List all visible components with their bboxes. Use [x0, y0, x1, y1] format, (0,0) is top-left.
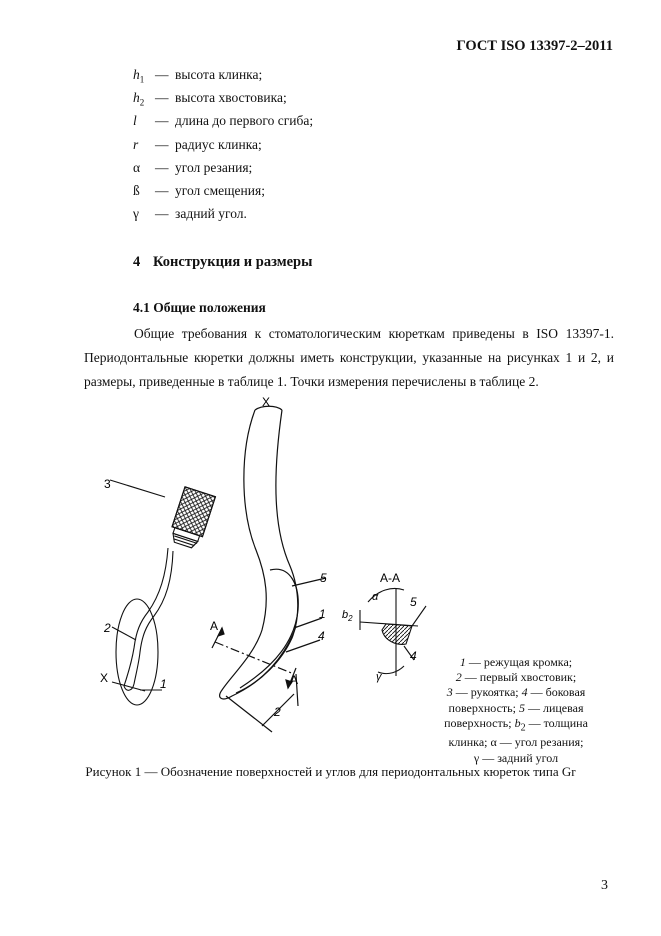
label-x-left: X [100, 671, 109, 685]
section-title: Конструкция и размеры [153, 254, 313, 270]
leader-5-sec [412, 606, 426, 626]
symbol: l [133, 113, 137, 128]
label-alpha: α [372, 591, 379, 603]
label-a-upper: A [210, 619, 219, 633]
symbol-row [133, 160, 252, 178]
symbol-description: угол резания; [175, 160, 253, 175]
symbol-description: длина до первого сгиба; [175, 113, 314, 128]
label-4-main: 4 [318, 629, 325, 643]
symbol-row [133, 90, 287, 108]
label-5: 5 [320, 571, 327, 585]
curette-body-outline [220, 410, 298, 699]
dash: — [155, 90, 169, 105]
leader-4 [286, 640, 320, 652]
shank-line-outer [124, 548, 168, 686]
dim-ext-left [226, 696, 272, 732]
label-gamma: γ [376, 671, 382, 683]
label-1-left: 1 [160, 677, 167, 691]
symbol-row [133, 67, 262, 85]
symbol: γ [133, 206, 139, 221]
dash: — [155, 160, 169, 175]
symbol-row [133, 137, 262, 155]
section-shape [382, 624, 412, 644]
label-5-sec: 5 [410, 595, 417, 609]
figure-legend: 1 — режущая кромка; 2 — первый хвостовик; 3 — рукоятка; 4 — боковая поверхность; 5 — лицевая поверхность; $b_2$ — толщина клинка; α — угол резания; γ — задний угол [444, 655, 588, 765]
symbol: $h_2$ [133, 90, 145, 108]
symbol: r [133, 137, 139, 152]
dash: — [155, 183, 169, 198]
label-x-top: X [262, 395, 271, 409]
dash: — [155, 137, 169, 152]
leader-3 [110, 480, 165, 497]
dash: — [155, 67, 169, 82]
main-curette-drawing [212, 406, 326, 732]
label-2-left: 2 [104, 621, 111, 635]
symbol: $h_1$ [133, 67, 145, 85]
label-3: 3 [104, 477, 111, 491]
symbol-description: угол смещения; [175, 183, 265, 198]
document-header: ГОСТ ISO 13397-2–2011 [456, 38, 613, 54]
symbol: α [133, 160, 141, 175]
section-heading [133, 254, 312, 271]
label-a-lower: A [290, 673, 299, 687]
leader-2-left [112, 627, 136, 640]
gamma-arc [378, 666, 404, 674]
label-1-main: 1 [319, 607, 326, 621]
symbol-description: высота клинка; [175, 67, 263, 82]
symbol-row [133, 113, 313, 131]
label-4-sec: 4 [410, 649, 417, 663]
page-number: 3 [601, 878, 608, 893]
leader-1 [294, 618, 322, 628]
label-section-a-a: A-A [380, 571, 401, 585]
subsection-heading: 4.1 Общие положения [133, 300, 266, 315]
symbol-description: высота хвостовика; [175, 90, 287, 105]
symbol-row [133, 206, 247, 224]
section-number: 4 [133, 254, 141, 270]
symbol-description: радиус клинка; [175, 137, 262, 152]
symbol-description: задний угол. [175, 206, 247, 221]
body-paragraph: Общие требования к стоматологическим кюреткам приведены в ISO 13397-1. Периодонтальные кюретки должны иметь конструкции, указанные на рисунках 1 и 2, и размеры, приведенные в таблице 1. Точки измерения перечислены в таблице 2. [84, 326, 614, 389]
symbol-row [133, 183, 265, 201]
arrow-head-upper [218, 628, 224, 636]
small-curette-drawing [110, 480, 215, 705]
dash: — [155, 206, 169, 221]
symbol: ß [133, 183, 140, 198]
label-b2: $b_2$ [342, 609, 353, 623]
dash: — [155, 113, 169, 128]
label-dim-2: 2 [274, 705, 281, 719]
figure-caption: Рисунок 1 — Обозначение поверхностей и углов для периодонтальных кюреток типа Gr [85, 764, 576, 779]
